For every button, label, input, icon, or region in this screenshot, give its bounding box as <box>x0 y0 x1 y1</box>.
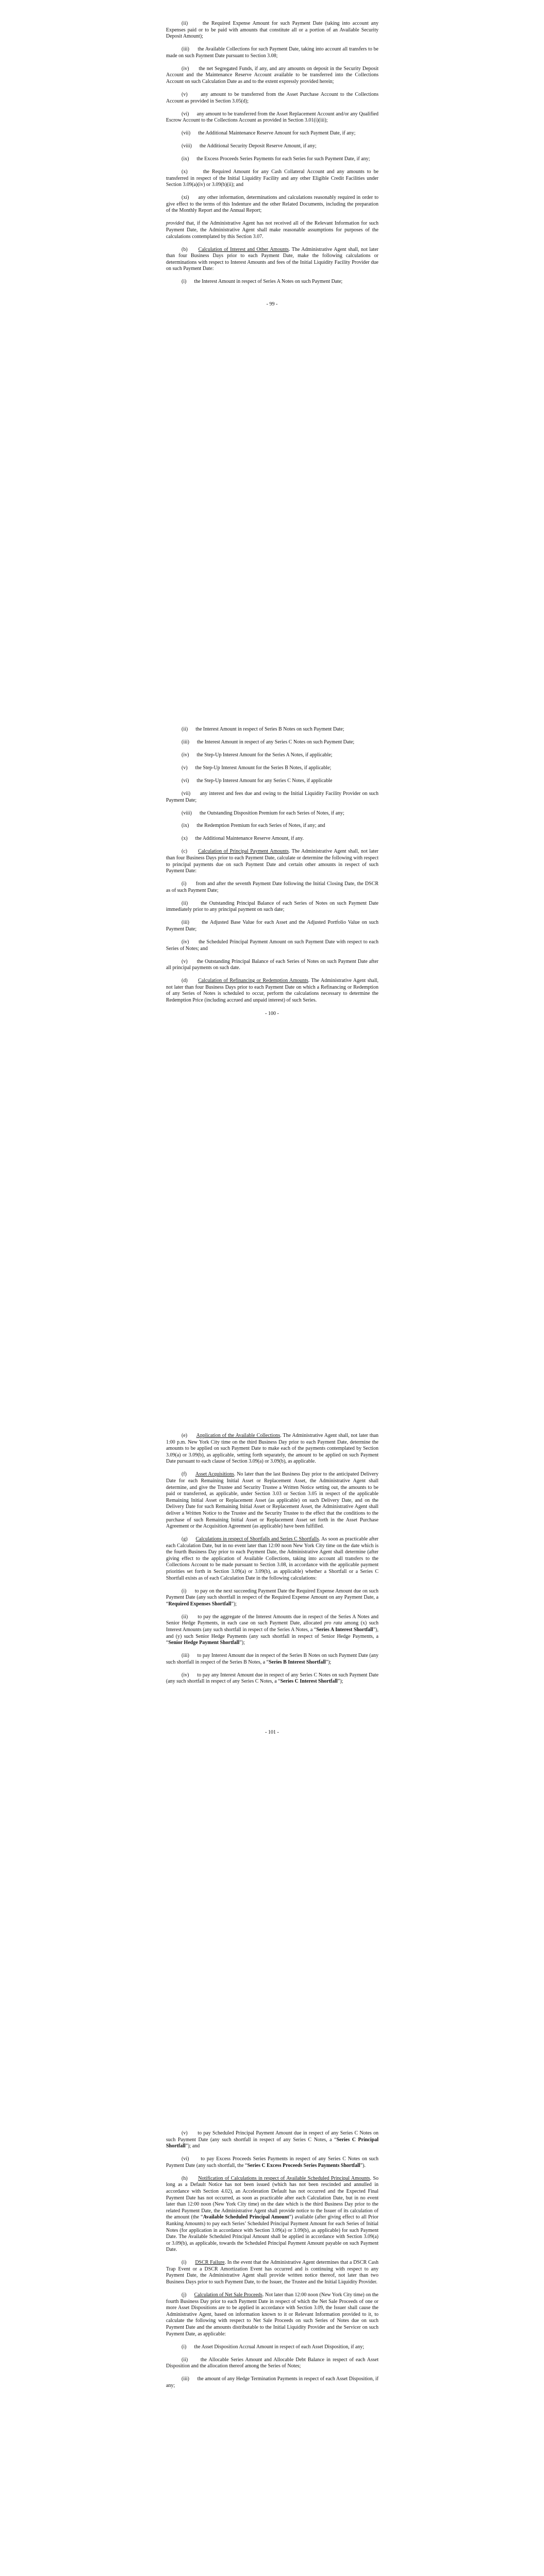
section-e-paragraph: (e) Application of the Available Collections. The Administrative Agent shall, not later than 1:00 p.m. New York City time on the third Business Day prior to each Payment Date, determine the amounts to be applied on such Payment Date to make each of the payments contemplated by Section 3.09(a) or 3.09(b), as applicable, setting forth separately, the amount to be applied on such Payment Date pursuant to each clause of Section 3.09(a) or 3.09(b), as applicable. <box>166 1433 379 1465</box>
section-g-heading: Calculations in respect of Shortfalls and Series C Shortfalls <box>195 1536 319 1543</box>
section-c-paragraph: (c) Calculation of Principal Payment Amounts. The Administrative Agent shall, not later than four Business Days prior to each Payment Date, calculate or determine the following with respect to principal payments due on such Payment Date and certain other amounts in respect of such Payment Date: <box>166 849 379 874</box>
clause-a-vii: (vii) the Additional Maintenance Reserve Amount for such Payment Date, if any; <box>182 130 356 137</box>
section-c-heading: Calculation of Principal Payment Amounts <box>198 849 289 855</box>
clause-c-ii: (ii) the Outstanding Principal Balance of each Series of Notes on such Payment Date immediately prior to any principal payment on such date; <box>166 900 378 913</box>
section-h-paragraph: (h) Notification of Calculations in respect of Available Scheduled Principal Amounts. So long as a Default Notice has not been issued (which has not been rescinded and annulled in accordance with Section 4.02), an Acceleration Default has not occurred and the Expected Final Payment Date has not occurred, as soon as practicable after each Calculation Date, but in no event later than 12:00 noon (New York City time) on the date which is the third Business Day prior to the related Payment Date, the Administrative Agent shall provide notice to the Issuer of its calculation of the amount (the “Available Scheduled Principal Amount”) available (after giving effect to all Prior Ranking Amounts) to pay each Series’ Scheduled Principal Payment Amount for each Series of Initial Notes (for application in accordance with Section 3.09(a) or 3.09(b), as applicable) for such Payment Date. The Available Scheduled Principal Amount shall be applied in accordance with Section 3.09(a) or 3.09(b), as applicable, towards the Scheduled Principal Payment Amount payable on such Payment Date. <box>166 2175 378 2253</box>
section-d-paragraph: (d) Calculation of Refinancing or Redemption Amounts. The Administrative Agent shall, not later than four Business Days prior to each Payment Date on which a Refinancing or Redemption of any Series of Notes is scheduled to occur, perform the calculations necessary to determine the Redemption Price (including accrued and unpaid interest) of such Series. <box>166 978 379 1003</box>
clause-a-viii: (viii) the Additional Security Deposit Reserve Amount, if any; <box>182 143 317 149</box>
clause-b-ix: (ix) the Redemption Premium for each Series of Notes, if any; and <box>182 823 325 829</box>
page-99-body <box>166 21 378 292</box>
clause-a-iv: (iv) the net Segregated Funds, if any, and any amounts on deposit in the Security Deposit Account and the Maintenance Reserve Account available to be transferred into the Collections Account on such Calculation Date as and to the extent expressly provided herein; <box>166 65 378 84</box>
page-number: - 101 - <box>265 1730 279 1735</box>
clause-b-iv: (iv) the Step-Up Interest Amount for the Series A Notes, if applicable; <box>182 752 333 758</box>
clause-b-ii: (ii) the Interest Amount in respect of Series B Notes on such Payment Date; <box>182 726 344 732</box>
clause-a-ix: (ix) the Excess Proceeds Series Payments for each Series for such Payment Date, if any; <box>182 156 370 162</box>
section-b-heading: Calculation of Interest and Other Amounts <box>198 246 289 252</box>
page-number: - 99 - <box>266 301 278 307</box>
section-i-heading: DSCR Failure <box>195 2260 225 2266</box>
clause-g-v: (v) to pay Scheduled Principal Payment Amount due in respect of any Series C Notes on such Payment Date (any such shortfall in respect of any Series C Notes, a “Series C Principal Shortfall”); and <box>166 2130 379 2149</box>
page-100 <box>0 703 544 1406</box>
clause-b-vi: (vi) the Step-Up Interest Amount for any Series C Notes, if applicable <box>182 777 333 784</box>
page-102 <box>0 2110 544 2576</box>
section-f-heading: Asset Acquisitions <box>195 1471 234 1478</box>
section-j-heading: Calculation of Net Sale Proceeds <box>194 2292 262 2298</box>
section-j-paragraph: (j) Calculation of Net Sale Proceeds. Not later than 12:00 noon (New York City time) on the fourth Business Day prior to each Payment Date in respect of which the Net Sale Proceeds of one or more Asset Dispositions are to be applied in accordance with Section 3.09, the Issuer shall cause the Administrative Agent, based on information known to it or Relevant Information provided to it, to calculate the following with respect to Net Sale Proceeds on such Series of Notes due on such Payment Date and the amounts distributable to the Initial Liquidity Provider and the Servicer on such Payment Date, as applicable: <box>166 2292 378 2337</box>
clause-b-v: (v) the Step-Up Interest Amount for the Series B Notes, if applicable; <box>182 765 332 771</box>
clause-g-vi: (vi) to pay Excess Proceeds Series Payments in respect of any Series C Notes on such Payment Date (any such shortfall, the “Series C Excess Proceeds Series Payments Shortfall”). <box>166 2156 378 2168</box>
clause-a-v: (v) any amount to be transferred from the Asset Purchase Account to the Collections Account as provided in Section 3.05(d); <box>166 91 378 104</box>
clause-g-iii: (iii) to pay Interest Amount due in respect of the Series B Notes on such Payment Date (any such shortfall in respect of the Series B Notes, a “Series B Interest Shortfall”); <box>166 1653 379 1665</box>
clause-a-xi: (xi) any other information, determinations and calculations reasonably required in order to give effect to the terms of this Indenture and the other Related Documents, including the preparation of the Monthly Report and the Annual Report; <box>166 195 379 214</box>
clause-b-viii: (viii) the Outstanding Disposition Premium for each Series of Notes, if any; <box>182 810 344 816</box>
clause-b-iii: (iii) the Interest Amount in respect of any Series C Notes on such Payment Date; <box>182 739 355 745</box>
section-b-paragraph: (b) Calculation of Interest and Other Amounts. The Administrative Agent shall, not later than four Business Days prior to each Payment Date, make the following calculations or determinations with respect to Interest Amounts and fees of the Initial Liquidity Facility Provider due on such Payment Date: <box>166 246 378 272</box>
clause-g-ii: (ii) to pay the aggregate of the Interest Amounts due in respect of the Series A Notes and Senior Hedge Payments, in each case on such Payment Date, allocated pro rata among (x) such Interest Amounts (any such shortfall in respect of the Series A Notes, a “Series A Interest Shortfall”), and (y) such Senior Hedge Payments (any such shortfall in respect of Senior Hedge Payments, a “Senior Hedge Payment Shortfall”); <box>166 1614 379 1646</box>
clause-j-ii: (ii) the Allocable Series Amount and Allocable Debt Balance in respect of each Asset Disposition and the allocation thereof among the Series of Notes; <box>166 2357 379 2369</box>
section-g-paragraph: (g) Calculations in respect of Shortfalls and Series C Shortfalls. As soon as practicable after each Calculation Date, but in no event later than 12:00 noon New York City time on the date which is the fourth Business Day prior to each Payment Date, the Administrative Agent shall determine (after giving effect to the application of Available Collections, taking into account all transfers to the Collections Account to be made pursuant to Section 3.08, in accordance with the applicable payment priorities set forth in Section 3.09(a) or 3.09(b), as applicable) whether a Shortfall or a Series C Shortfall exists as of each Calculation Date in the following calculations: <box>166 1536 379 1581</box>
clause-g-iv: (iv) to pay any Interest Amount due in respect of any Series C Notes on such Payment Date (any such shortfall in respect of any Series C Notes, a “Series C Interest Shortfall”); <box>166 1672 379 1685</box>
page-102-body <box>166 2130 378 2396</box>
clause-a-iii: (iii) the Available Collections for such Payment Date, taking into account all transfers to be made on such Payment Date pursuant to Section 3.08; <box>166 46 378 59</box>
page-99 <box>0 0 544 703</box>
section-i-paragraph: (i) DSCR Failure. In the event that the Administrative Agent determines that a DSCR Cash Trap Event or a DSCR Amortization Event has occurred and is continuing with respect to any Payment Date, the Administrative Agent shall provide written notice thereof, not later than two Business Days prior to such Payment Date, to the Issuer, the Trustee and the Initial Liquidity Provider. <box>166 2260 379 2285</box>
section-h-heading: Notification of Calculations in respect of Available Scheduled Principal Amounts <box>198 2175 370 2181</box>
clause-c-i: (i) from and after the seventh Payment Date following the Initial Closing Date, the DSCR as of such Payment Date; <box>166 881 378 893</box>
proviso-paragraph: provided that, if the Administrative Agent has not received all of the Relevant Information for such Payment Date, the Administrative Agent shall make reasonable assumptions for purposes of the calculations contemplated by this Section 3.07. <box>166 221 378 240</box>
page-101 <box>0 1406 544 2110</box>
clause-c-iii: (iii) the Adjusted Base Value for each Asset and the Adjusted Portfolio Value on such Payment Date; <box>166 920 379 932</box>
section-d-heading: Calculation of Refinancing or Redemption Amounts <box>198 978 308 984</box>
section-e-heading: Application of the Available Collections <box>196 1433 281 1438</box>
page-number: - 100 - <box>265 1011 279 1016</box>
clause-a-vi: (vi) any amount to be transferred from the Asset Replacement Account and/or any Qualified Escrow Account to the Collections Account as provided in Section 3.01(i)(iii); <box>166 111 378 124</box>
section-f-paragraph: (f) Asset Acquisitions. No later than the last Business Day prior to the anticipated Delivery Date for each Remaining Initial Asset or Replacement Asset, the Administrative Agent shall determine, and give the Trustee and Security Trustee a Written Notice setting out, the amounts to be paid or transferred, as applicable, under Section 3.03 or Section 3.05 in respect of the applicable Remaining Initial Asset or Replacement Asset (as applicable) on such Delivery Date, and on the Delivery Date for such Remaining Initial Asset or Replacement Asset, the Administrative Agent shall deliver a Written Notice to the Trustee and the Security Trustee to the effect that the conditions to the purchase of such Remaining Initial Asset or Replacement Asset set forth in the Asset Purchase Agreement or the Acquisition Agreement (as applicable) have been fulfilled. <box>166 1471 378 1530</box>
clause-g-i: (i) to pay on the next succeeding Payment Date the Required Expense Amount due on such Payment Date (any such shortfall in respect of the Required Expense Amount on any Payment Date, a “Required Expenses Shortfall”); <box>166 1588 378 1607</box>
clause-j-iii: (iii) the amount of any Hedge Termination Payments in respect of each Asset Disposition, if any; <box>166 2376 379 2388</box>
page-100-body <box>166 726 378 1010</box>
clause-a-ii: (ii) the Required Expense Amount for such Payment Date (taking into account any Expenses paid or to be paid with amounts that constitute all or a portion of an Available Security Deposit Amount); <box>166 21 378 40</box>
clause-c-v: (v) the Outstanding Principal Balance of each Series of Notes on such Payment Date after all principal payments on such date. <box>166 958 379 971</box>
clause-c-iv: (iv) the Scheduled Principal Payment Amount on such Payment Date with respect to each Series of Notes; and <box>166 939 378 952</box>
clause-b-vii: (vii) any interest and fees due and owing to the Initial Liquidity Facility Provider on such Payment Date; <box>166 790 378 803</box>
page-101-body <box>166 1433 378 1691</box>
clause-j-i: (i) the Asset Disposition Accrual Amount in respect of each Asset Disposition, if any; <box>182 2344 365 2350</box>
clause-b-x: (x) the Additional Maintenance Reserve Amount, if any. <box>182 836 304 842</box>
clause-b-i: (i) the Interest Amount in respect of Series A Notes on such Payment Date; <box>182 279 343 285</box>
clause-a-x: (x) the Required Amount for any Cash Collateral Account and any amounts to be transferred in respect of the Initial Liquidity Facility and any other Eligible Credit Facilities under Section 3.09(a)(iv) or 3.09(b)(ii); and <box>166 169 379 188</box>
